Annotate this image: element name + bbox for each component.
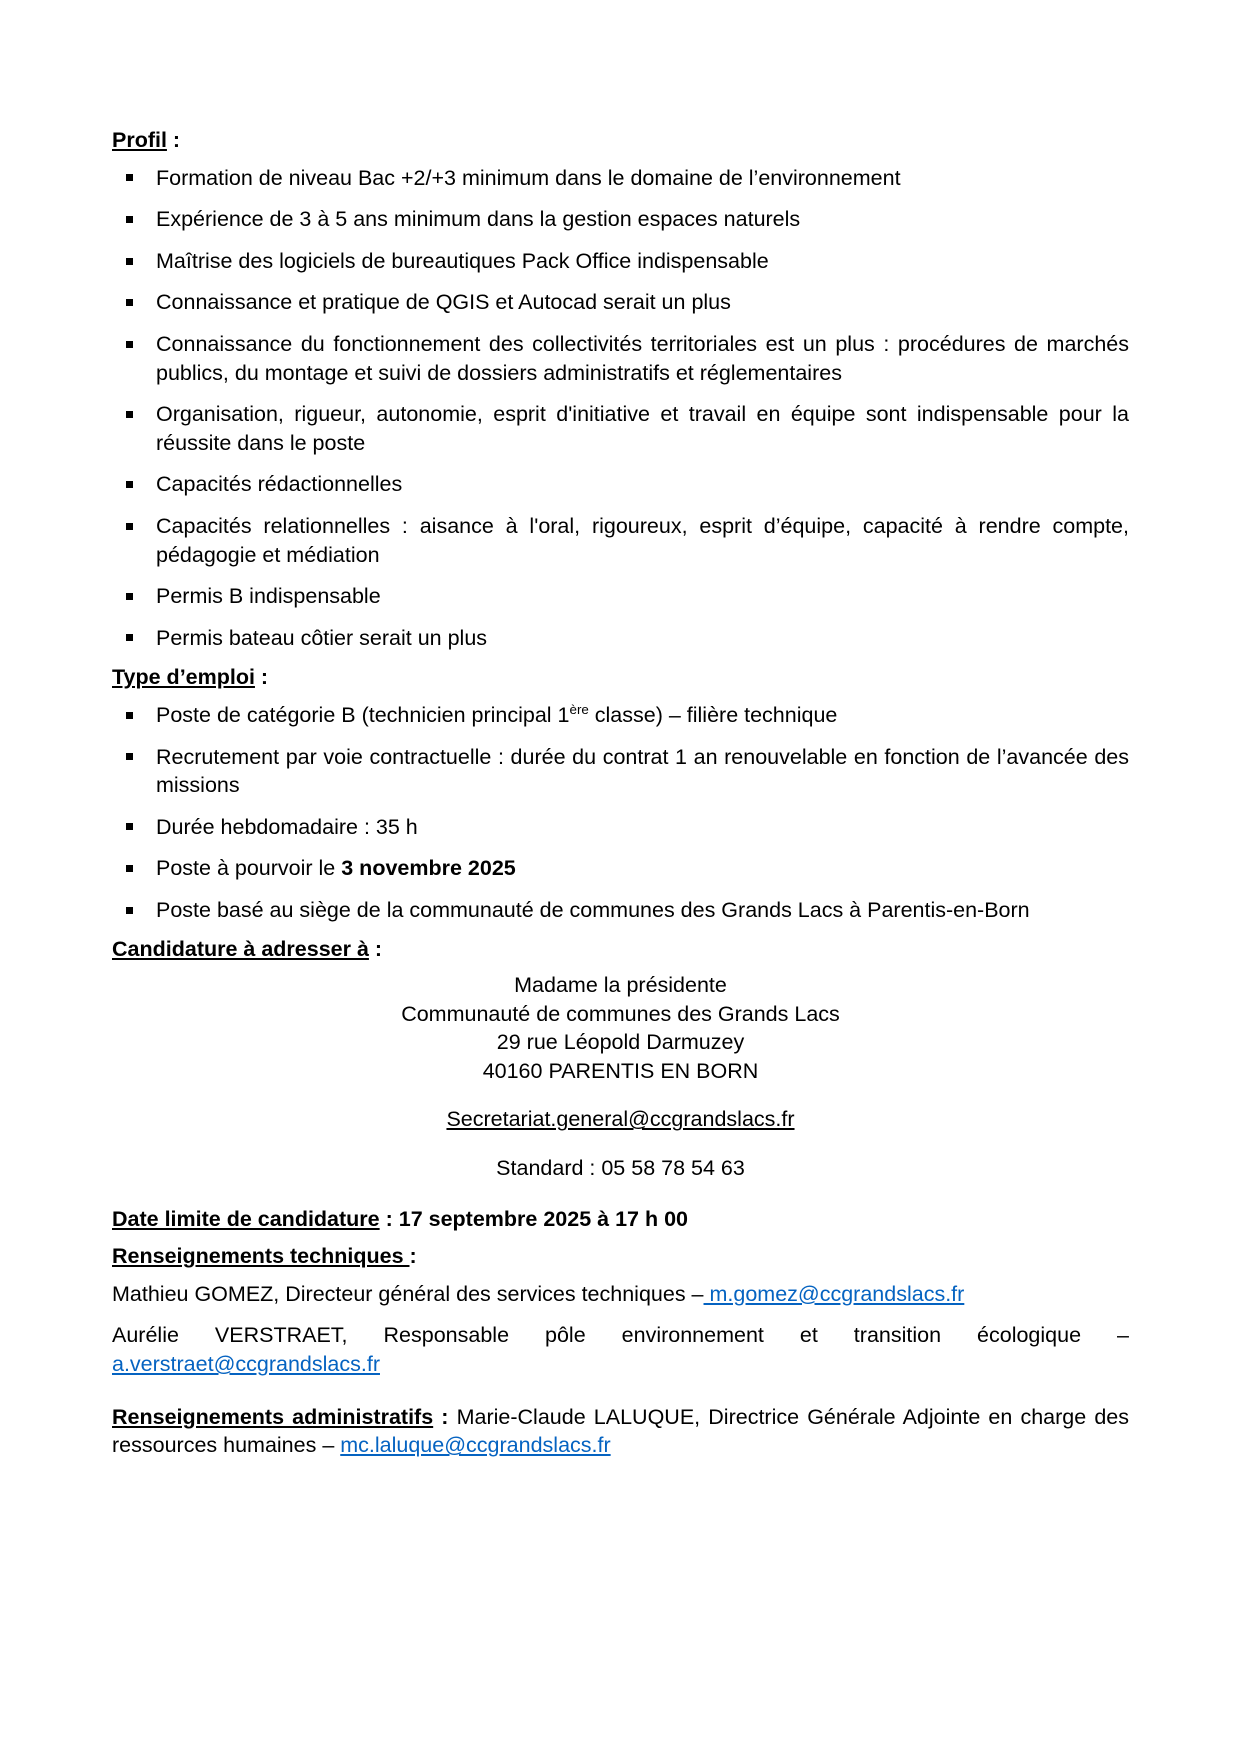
list-item-text: Expérience de 3 à 5 ans minimum dans la gestion espaces naturels — [156, 207, 801, 232]
contact-verstraet-email-link[interactable]: a.verstraet@ccgrandslacs.fr — [112, 1352, 380, 1376]
secretariat-email-line — [112, 1105, 1129, 1134]
list-item — [112, 896, 1129, 925]
spacer — [112, 652, 1129, 663]
contact-laluque-email-link[interactable]: mc.laluque@ccgrandslacs.fr — [340, 1433, 611, 1458]
spacer — [112, 1392, 1129, 1403]
square-bullet-icon — [126, 341, 133, 348]
list-item-text: Permis B indispensable — [156, 584, 381, 609]
list-item-text-suffix: classe) – filière technique — [588, 702, 838, 727]
square-bullet-icon — [126, 258, 133, 265]
section-heading-type-emploi-colon: : — [254, 665, 269, 690]
list-item — [112, 330, 1129, 387]
list-item — [112, 624, 1129, 653]
square-bullet-icon — [126, 481, 133, 488]
address-line: 40160 PARENTIS EN BORN — [482, 1058, 759, 1083]
contact-gomez-name: Mathieu GOMEZ, Directeur général des services techniques – — [112, 1281, 704, 1306]
contact-gomez-email-link[interactable]: m.gomez@ccgrandslacs.fr — [703, 1281, 965, 1306]
square-bullet-icon — [126, 823, 133, 830]
standard-phone-line: Standard : 05 58 78 54 63 — [496, 1156, 745, 1181]
list-item — [112, 470, 1129, 499]
ordinal-suffix: ère — [569, 701, 589, 717]
list-item-text-prefix: Poste à pourvoir le — [156, 856, 342, 881]
type-emploi-list — [112, 701, 1129, 925]
renseignements-administratifs — [112, 1403, 1129, 1460]
list-item — [112, 288, 1129, 317]
contact-gomez — [112, 1280, 1129, 1309]
list-item-text: Recrutement par voie contractuelle : durée du contrat 1 an renouvelable en fonction de l’avancée des missions — [156, 744, 1129, 798]
list-item-text-prefix: Poste de catégorie B (technicien principal 1 — [156, 702, 570, 727]
section-heading-date-limite — [112, 1205, 1129, 1234]
square-bullet-icon — [126, 216, 133, 223]
date-limite-value: 17 septembre 2025 à 17 h 00 — [398, 1206, 688, 1231]
square-bullet-icon — [126, 712, 133, 719]
list-item — [112, 512, 1129, 569]
list-item-text: Poste basé au siège de la communauté de communes des Grands Lacs à Parentis-en-Born — [156, 897, 1030, 922]
section-heading-candidature — [112, 935, 1129, 964]
section-heading-profil-text: Profil — [112, 128, 167, 152]
list-item-text: Capacités rédactionnelles — [156, 472, 403, 497]
contact-laluque-name: Marie-Claude LALUQUE, Directrice Générale Adjointe en charge des ressources humaines – — [112, 1404, 1129, 1458]
square-bullet-icon — [126, 634, 133, 641]
list-item-text: Capacités relationnelles : aisance à l'oral, rigoureux, esprit d’équipe, capacité à rendre compte, pédagogie et médiation — [156, 513, 1129, 567]
section-heading-type-emploi — [112, 663, 1129, 692]
section-heading-candidature-text: Candidature à adresser à — [112, 937, 369, 962]
document-body — [112, 126, 1129, 1460]
list-item — [112, 164, 1129, 193]
address-line: 29 rue Léopold Darmuzey — [496, 1030, 745, 1055]
address-line: Communauté de communes des Grands Lacs — [401, 1001, 840, 1026]
list-item-text: Connaissance du fonctionnement des collectivités territoriales est un plus : procédures de marchés publics, du montage et suivi de dossiers administratifs et réglementaires — [156, 331, 1129, 385]
square-bullet-icon — [126, 753, 133, 760]
list-item-text: Formation de niveau Bac +2/+3 minimum dans le domaine de l’environnement — [156, 165, 901, 190]
square-bullet-icon — [126, 411, 133, 418]
section-heading-candidature-colon: : — [368, 937, 383, 962]
list-item — [112, 701, 1129, 730]
section-heading-renseignements-techniques-text: Renseignements techniques — [112, 1244, 410, 1269]
section-heading-type-emploi-text: Type d’emploi — [112, 665, 255, 690]
section-heading-renseignements-techniques-colon: : — [409, 1244, 417, 1269]
list-item-text: Maîtrise des logiciels de bureautiques Pack Office indispensable — [156, 248, 769, 273]
profil-list — [112, 164, 1129, 653]
section-heading-renseignements-administratifs-colon: : — [433, 1404, 457, 1429]
list-item-text: Organisation, rigueur, autonomie, esprit d'initiative et travail en équipe sont indispensable pour la réussite dans le poste — [156, 402, 1129, 455]
list-item-text: Durée hebdomadaire : 35 h — [156, 814, 418, 839]
square-bullet-icon — [126, 907, 133, 914]
address-line: Madame la présidente — [514, 973, 727, 998]
square-bullet-icon — [126, 523, 133, 530]
spacer — [112, 924, 1129, 935]
square-bullet-icon — [126, 174, 133, 181]
section-heading-date-limite-text: Date limite de candidature — [112, 1206, 380, 1231]
square-bullet-icon — [126, 299, 133, 306]
section-heading-profil — [112, 126, 1129, 155]
list-item — [112, 854, 1129, 883]
application-address-block — [112, 971, 1129, 1183]
list-item — [112, 582, 1129, 611]
contact-verstraet-name: Aurélie VERSTRAET, Responsable pôle environnement et transition écologique – — [112, 1323, 1129, 1348]
section-heading-renseignements-techniques — [112, 1242, 1129, 1271]
start-date-value: 3 novembre 2025 — [341, 856, 516, 881]
section-heading-profil-colon: : — [166, 128, 181, 152]
list-item-text: Connaissance et pratique de QGIS et Autocad serait un plus — [156, 290, 731, 315]
list-item — [112, 813, 1129, 842]
square-bullet-icon — [126, 865, 133, 872]
spacer — [112, 1183, 1129, 1205]
contact-verstraet — [112, 1321, 1129, 1378]
section-heading-renseignements-administratifs-text: Renseignements administratifs — [112, 1404, 434, 1429]
list-item — [112, 205, 1129, 234]
list-item — [112, 743, 1129, 800]
list-item-text: Permis bateau côtier serait un plus — [156, 625, 488, 650]
list-item — [112, 400, 1129, 457]
date-limite-separator: : — [379, 1206, 399, 1231]
square-bullet-icon — [126, 593, 133, 600]
secretariat-email[interactable]: Secretariat.general@ccgrandslacs.fr — [446, 1107, 795, 1132]
list-item — [112, 247, 1129, 276]
